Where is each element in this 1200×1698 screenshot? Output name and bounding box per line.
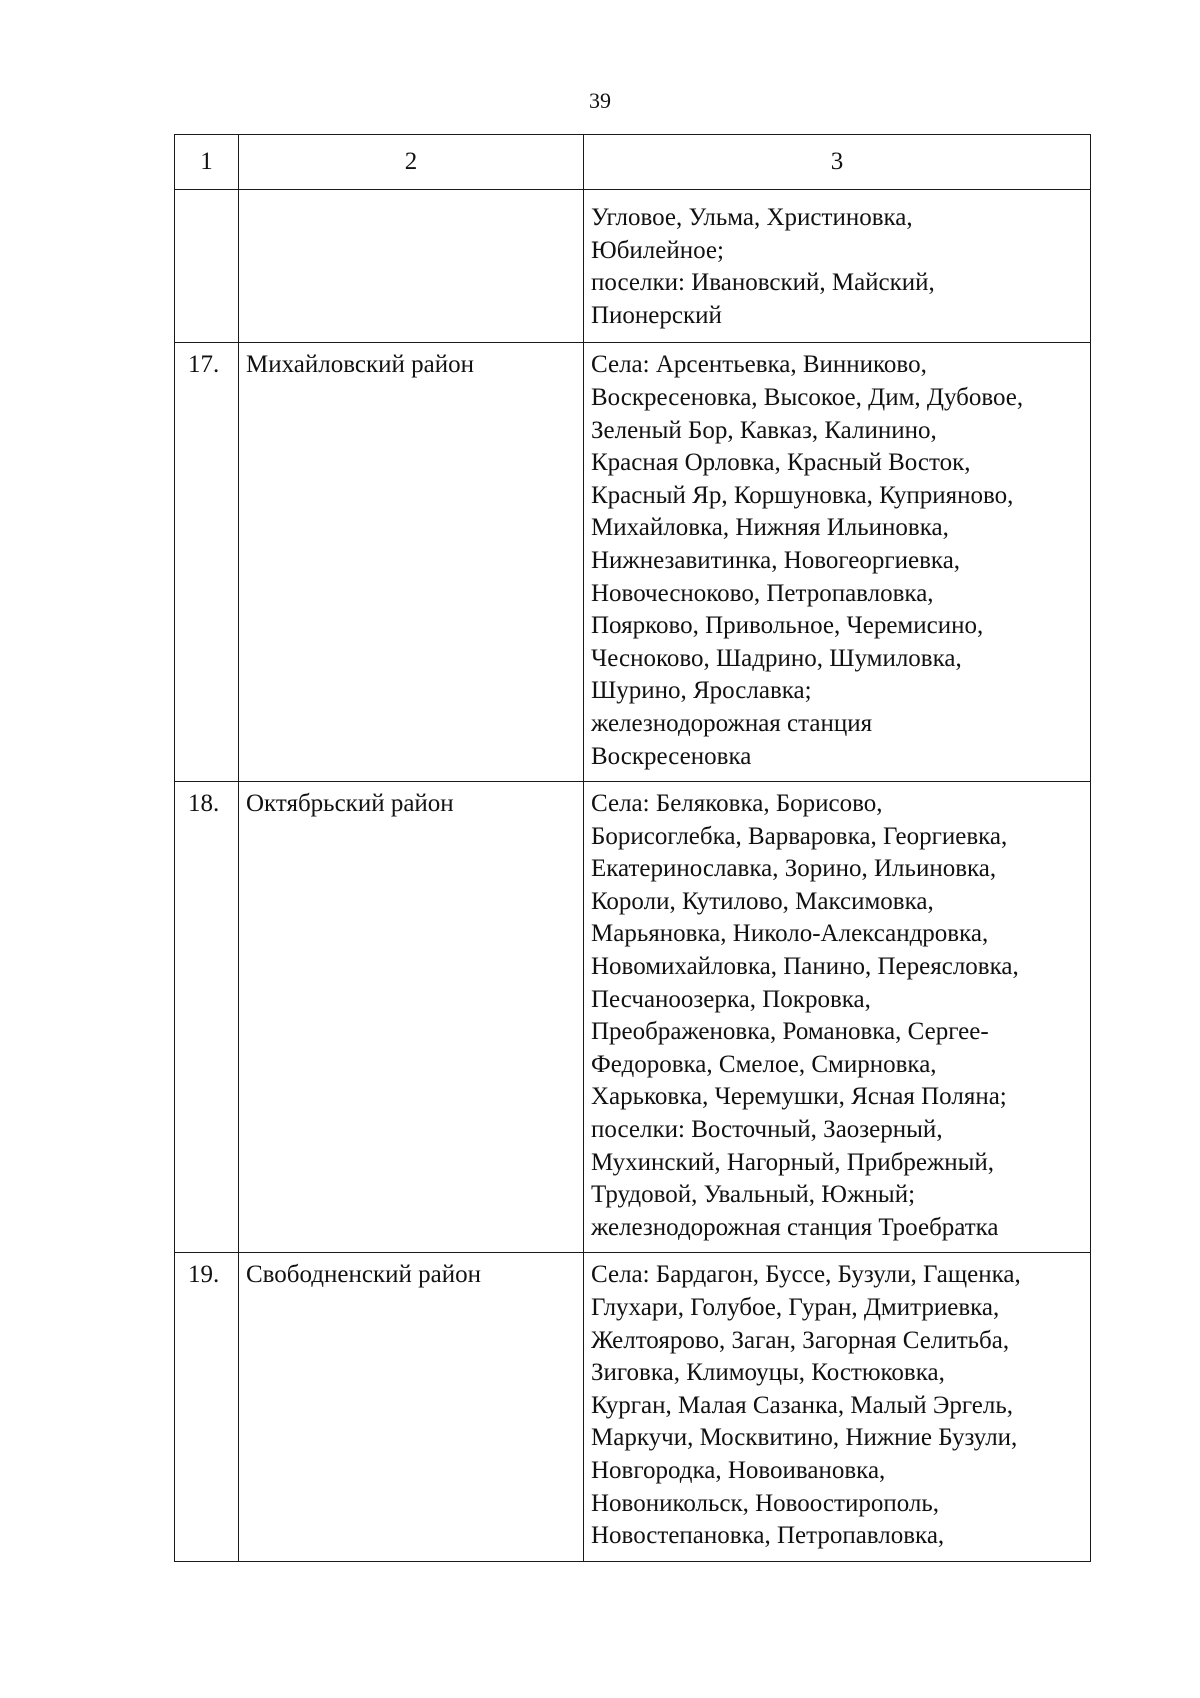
settlements-list: [584, 782, 1091, 1253]
settlements-line: железнодорожная станция: [591, 709, 873, 737]
row-number: 17.: [175, 343, 239, 782]
table-header: [175, 135, 1091, 190]
settlements-list: [584, 190, 1091, 343]
table-row: [175, 343, 1091, 782]
settlements-line: Глухари, Голубое, Гуран, Дмитриевка,: [591, 1294, 1000, 1321]
settlements-line: Села: Арсентьевка, Винниково,: [591, 351, 927, 379]
header-col-1: 1: [175, 135, 239, 190]
settlements-list: [584, 1253, 1091, 1561]
settlements-line: Поярково, Привольное, Черемисино,: [591, 612, 984, 640]
row-number: 19.: [175, 1253, 239, 1561]
page-number: 39: [589, 88, 611, 113]
settlements-line: Воскресеновка, Высокое, Дим, Дубовое,: [591, 383, 1024, 411]
table-row: [175, 782, 1091, 1253]
settlements-line: Новомихайловка, Панино, Переясловка,: [591, 953, 1019, 981]
settlements-line: Екатеринославка, Зорино, Ильиновка,: [591, 855, 997, 883]
settlements-line: Федоровка, Смелое, Смирновка,: [591, 1050, 937, 1078]
settlements-line: Красный Яр, Коршуновка, Куприяново,: [591, 481, 1014, 509]
settlements-line: Чесноково, Шадрино, Шумиловка,: [591, 644, 962, 672]
row-number: 18.: [175, 782, 239, 1253]
settlements-line: Михайловка, Нижняя Ильиновка,: [591, 514, 949, 542]
table-row: [175, 190, 1091, 343]
settlements-line: Зеленый Бор, Кавказ, Калинино,: [591, 416, 937, 444]
settlements-line: железнодорожная станция Троебратка: [591, 1213, 999, 1241]
settlements-line: Новостепановка, Петропавловка,: [591, 1522, 945, 1550]
settlements-line: Села: Беляковка, Борисово,: [591, 790, 883, 818]
settlements-line: Курган, Малая Сазанка, Малый Эргель,: [591, 1391, 1013, 1419]
settlements-line: Юбилейное;: [591, 236, 724, 264]
settlements-line: Борисоглебка, Варваровка, Георгиевка,: [591, 822, 1008, 850]
settlements-line: Марьяновка, Николо-Александровка,: [591, 920, 989, 948]
settlements-line: Харьковка, Черемушки, Ясная Поляна;: [591, 1083, 1007, 1111]
settlements-line: Новгородка, Новоивановка,: [591, 1456, 886, 1484]
settlements-line: Красная Орловка, Красный Восток,: [591, 449, 971, 477]
settlements-line: Преображеновка, Романовка, Сергее-: [591, 1018, 989, 1046]
settlements-line: Маркучи, Москвитино, Нижние Бузули,: [591, 1424, 1018, 1452]
settlements-line: Песчаноозерка, Покровка,: [591, 985, 871, 1013]
row-number: [175, 190, 239, 343]
district-name: Свободненский район: [239, 1253, 584, 1561]
settlements-line: Мухинский, Нагорный, Прибрежный,: [591, 1148, 995, 1176]
settlements-line: Трудовой, Увальный, Южный;: [591, 1181, 916, 1209]
settlements-line: Села: Бардагон, Буссе, Бузули, Гащенка,: [591, 1261, 1021, 1289]
header-row: [175, 135, 1091, 190]
settlements-line: Зиговка, Климоуцы, Костюковка,: [591, 1359, 945, 1387]
settlements-list: [584, 343, 1091, 782]
settlements-line: Желтоярово, Заган, Загорная Селитьба,: [591, 1326, 1010, 1354]
settlements-line: Короли, Кутилово, Максимовка,: [591, 887, 934, 915]
settlements-line: Пионерский: [591, 301, 722, 329]
settlements-table: [174, 134, 1091, 1562]
settlements-line: Воскресеновка: [591, 742, 752, 770]
settlements-line: Угловое, Ульма, Христиновка,: [591, 204, 913, 231]
table-body: [175, 190, 1091, 1562]
district-name: Михайловский район: [239, 343, 584, 782]
district-name: [239, 190, 584, 343]
header-col-2: 2: [239, 135, 584, 190]
settlements-line: Нижнезавитинка, Новогеоргиевка,: [591, 546, 961, 574]
settlements-line: поселки: Ивановский, Майский,: [591, 269, 935, 297]
header-col-3: 3: [584, 135, 1091, 190]
settlements-line: Шурино, Ярославка;: [591, 677, 812, 705]
settlements-line: поселки: Восточный, Заозерный,: [591, 1116, 943, 1144]
district-name: Октябрьский район: [239, 782, 584, 1253]
settlements-line: Новочесноково, Петропавловка,: [591, 579, 934, 607]
table-row: [175, 1253, 1091, 1561]
settlements-line: Новоникольск, Новоостирополь,: [591, 1489, 939, 1517]
